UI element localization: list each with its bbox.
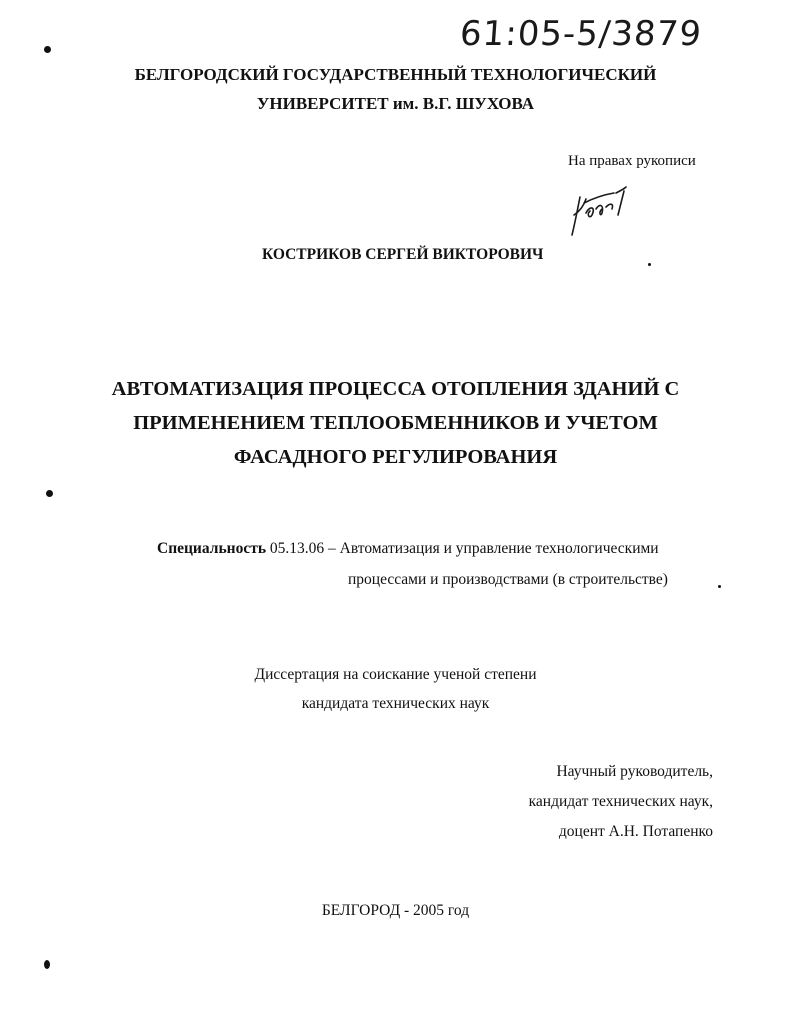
supervisor-line-1: Научный руководитель, — [556, 763, 713, 780]
city-year: БЕЛГОРОД - 2005 год — [321, 902, 470, 919]
university-name — [0, 60, 791, 118]
dissertation-line-1: Диссертация на соискание ученой степени — [254, 666, 537, 683]
specialty-label: Специальность — [157, 540, 267, 557]
specialty-text-2: процессами и производствами (в строительстве) — [348, 571, 668, 588]
title-line-1: АВТОМАТИЗАЦИЯ ПРОЦЕССА ОТОПЛЕНИЯ ЗДАНИЙ С — [111, 378, 680, 400]
thesis-title — [0, 372, 791, 474]
supervisor-line-3: доцент А.Н. Потапенко — [558, 823, 713, 840]
speck — [648, 263, 651, 266]
title-line-3: ФАСАДНОГО РЕГУЛИРОВАНИЯ — [233, 446, 558, 468]
binding-hole-mark — [44, 960, 50, 969]
university-line-1: БЕЛГОРОДСКИЙ ГОСУДАРСТВЕННЫЙ ТЕХНОЛОГИЧЕСКИЙ — [134, 65, 657, 84]
binding-hole-mark — [46, 490, 53, 497]
binding-hole-mark — [44, 46, 51, 53]
archive-number: 61:05-5/3879 — [458, 14, 704, 54]
university-line-2: УНИВЕРСИТЕТ им. В.Г. ШУХОВА — [256, 94, 535, 113]
specialty — [157, 540, 659, 558]
title-line-2: ПРИМЕНЕНИЕМ ТЕПЛООБМЕННИКОВ И УЧЕТОМ — [133, 412, 658, 434]
author-name: КОСТРИКОВ СЕРГЕЙ ВИКТОРОВИЧ — [262, 246, 544, 263]
dissertation-degree — [0, 660, 791, 718]
supervisor-block — [529, 757, 713, 847]
rights-note: На правах рукописи — [568, 153, 696, 169]
dissertation-line-2: кандидата технических наук — [301, 695, 490, 712]
supervisor-line-2: кандидат технических наук, — [528, 793, 713, 810]
speck — [718, 585, 721, 588]
signature — [566, 185, 636, 241]
specialty-text-1: 05.13.06 – Автоматизация и управление технологическими — [266, 540, 659, 557]
